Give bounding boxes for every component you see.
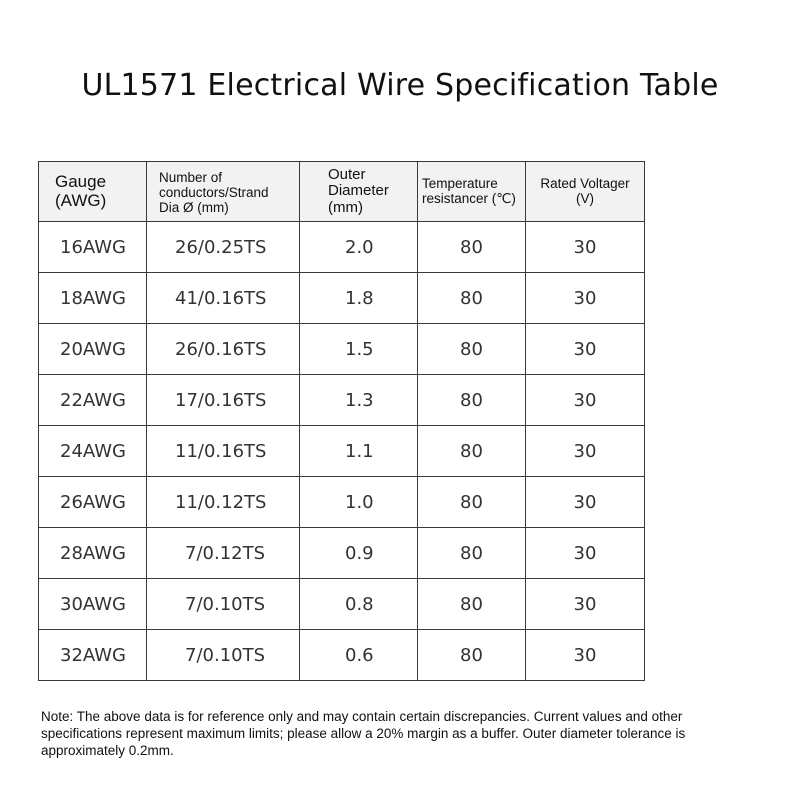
cell-gauge: 28AWG — [39, 528, 147, 579]
table-row — [39, 579, 645, 630]
footnote: Note: The above data is for reference only and may contain certain discrepancies. Current values and other specifications represent maximum limits; please allow a 20% margin as a buffer. Outer diameter tolerance is approximately 0.2mm. — [41, 709, 686, 758]
cell-temperature: 80 — [418, 375, 526, 426]
header-conductors-label: Number of conductors/Strand Dia Ø (mm) — [159, 170, 269, 215]
cell-temperature: 80 — [418, 222, 526, 273]
header-voltage — [526, 162, 645, 222]
table-row — [39, 222, 645, 273]
cell-temperature: 80 — [418, 477, 526, 528]
cell-conductors: 11/0.12TS — [147, 477, 300, 528]
cell-outer-diameter: 0.9 — [300, 528, 418, 579]
cell-outer-diameter: 1.8 — [300, 273, 418, 324]
table-row — [39, 477, 645, 528]
cell-voltage: 30 — [526, 528, 645, 579]
cell-voltage: 30 — [526, 375, 645, 426]
cell-voltage: 30 — [526, 579, 645, 630]
cell-gauge: 24AWG — [39, 426, 147, 477]
header-voltage-label: Rated Voltager (V) — [540, 175, 630, 206]
table-row — [39, 375, 645, 426]
cell-conductors: 26/0.16TS — [147, 324, 300, 375]
header-gauge — [39, 162, 147, 222]
table-row — [39, 273, 645, 324]
table-row — [39, 426, 645, 477]
cell-temperature: 80 — [418, 426, 526, 477]
cell-conductors: 7/0.10TS — [147, 579, 300, 630]
cell-temperature: 80 — [418, 528, 526, 579]
table-row — [39, 630, 645, 681]
cell-conductors: 11/0.16TS — [147, 426, 300, 477]
cell-voltage: 30 — [526, 222, 645, 273]
cell-gauge: 26AWG — [39, 477, 147, 528]
cell-temperature: 80 — [418, 579, 526, 630]
cell-voltage: 30 — [526, 426, 645, 477]
header-conductors — [147, 162, 300, 222]
page-title: UL1571 Electrical Wire Specification Table — [81, 68, 719, 103]
cell-conductors: 7/0.10TS — [147, 630, 300, 681]
table-body — [39, 222, 645, 681]
header-gauge-label: Gauge (AWG) — [55, 171, 107, 210]
cell-conductors: 7/0.12TS — [147, 528, 300, 579]
cell-outer-diameter: 0.8 — [300, 579, 418, 630]
cell-outer-diameter: 1.0 — [300, 477, 418, 528]
cell-conductors: 17/0.16TS — [147, 375, 300, 426]
header-temperature-label: Temperature resistancer (℃) — [422, 175, 516, 206]
cell-voltage: 30 — [526, 477, 645, 528]
table-row — [39, 528, 645, 579]
cell-gauge: 30AWG — [39, 579, 147, 630]
cell-gauge: 22AWG — [39, 375, 147, 426]
cell-outer-diameter: 2.0 — [300, 222, 418, 273]
table-header — [39, 162, 645, 222]
cell-conductors: 26/0.25TS — [147, 222, 300, 273]
cell-temperature: 80 — [418, 273, 526, 324]
cell-voltage: 30 — [526, 324, 645, 375]
spec-table — [38, 161, 645, 681]
cell-voltage: 30 — [526, 630, 645, 681]
cell-outer-diameter: 1.1 — [300, 426, 418, 477]
cell-outer-diameter: 1.3 — [300, 375, 418, 426]
cell-temperature: 80 — [418, 324, 526, 375]
header-temperature — [418, 162, 526, 222]
cell-outer-diameter: 1.5 — [300, 324, 418, 375]
cell-temperature: 80 — [418, 630, 526, 681]
table-row — [39, 324, 645, 375]
cell-conductors: 41/0.16TS — [147, 273, 300, 324]
cell-outer-diameter: 0.6 — [300, 630, 418, 681]
header-outer-diameter-label: Outer Diameter (mm) — [328, 165, 389, 216]
cell-voltage: 30 — [526, 273, 645, 324]
cell-gauge: 32AWG — [39, 630, 147, 681]
header-row — [39, 162, 645, 222]
cell-gauge: 18AWG — [39, 273, 147, 324]
cell-gauge: 16AWG — [39, 222, 147, 273]
header-outer-diameter — [300, 162, 418, 222]
cell-gauge: 20AWG — [39, 324, 147, 375]
